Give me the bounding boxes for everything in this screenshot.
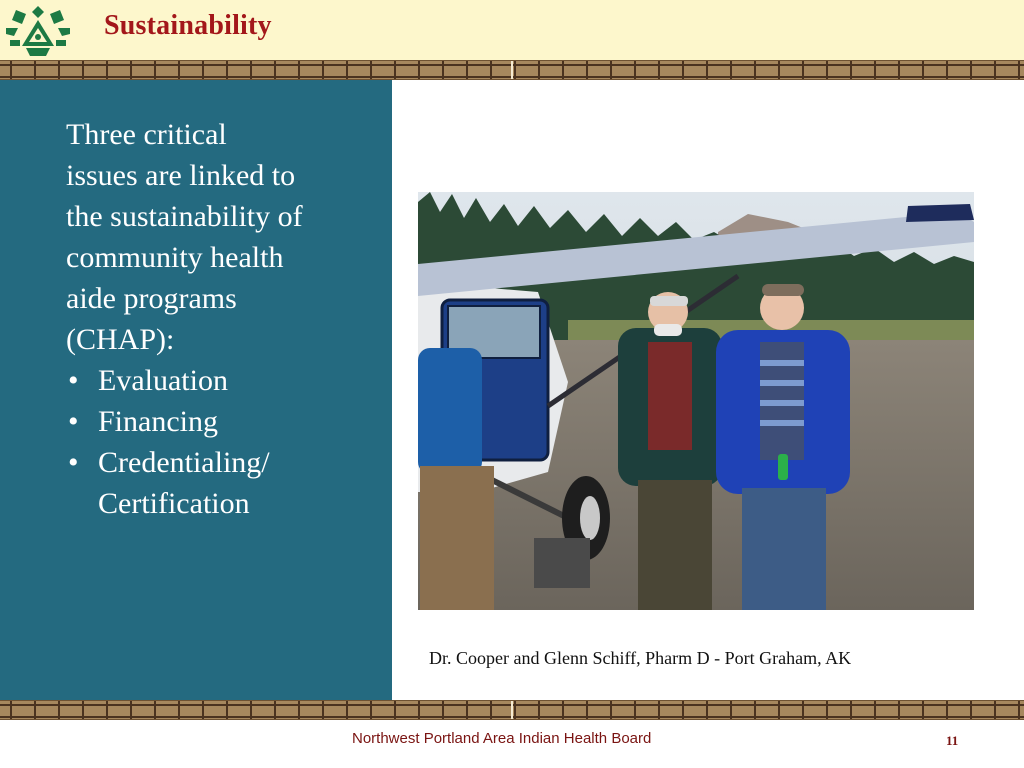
intro-line: Three critical xyxy=(66,118,227,151)
page-number: 11 xyxy=(946,733,959,748)
intro-line: community health xyxy=(66,241,284,274)
footer-organization: Northwest Portland Area Indian Health Board xyxy=(352,730,652,747)
decorative-border-bottom xyxy=(0,700,1024,720)
list-item xyxy=(66,401,386,442)
intro-text xyxy=(66,114,366,360)
intro-line: aide programs xyxy=(66,282,237,315)
decorative-border-top xyxy=(0,60,1024,80)
person-left-jacket xyxy=(418,348,482,474)
photo-airplane-and-men xyxy=(418,192,974,610)
intro-line: issues are linked to xyxy=(66,159,296,192)
list-item xyxy=(66,360,386,401)
list-item xyxy=(66,442,386,524)
slide-header xyxy=(0,0,1024,60)
intro-line: the sustainability of xyxy=(66,200,303,233)
list-item-text: Financing xyxy=(98,405,218,438)
organization-logo-icon xyxy=(2,2,74,58)
bullet-icon: • xyxy=(68,405,79,438)
slide-title: Sustainability xyxy=(104,10,272,41)
list-item-text: Credentialing/ xyxy=(98,446,270,479)
list-item-text: Certification xyxy=(98,487,250,520)
intro-line: (CHAP): xyxy=(66,323,175,356)
photo-caption: Dr. Cooper and Glenn Schiff, Pharm D - Port Graham, AK xyxy=(429,648,852,668)
bullet-icon: • xyxy=(68,364,79,397)
list-item-text: Evaluation xyxy=(98,364,228,397)
bullet-icon: • xyxy=(68,446,79,479)
issue-list xyxy=(66,360,386,524)
